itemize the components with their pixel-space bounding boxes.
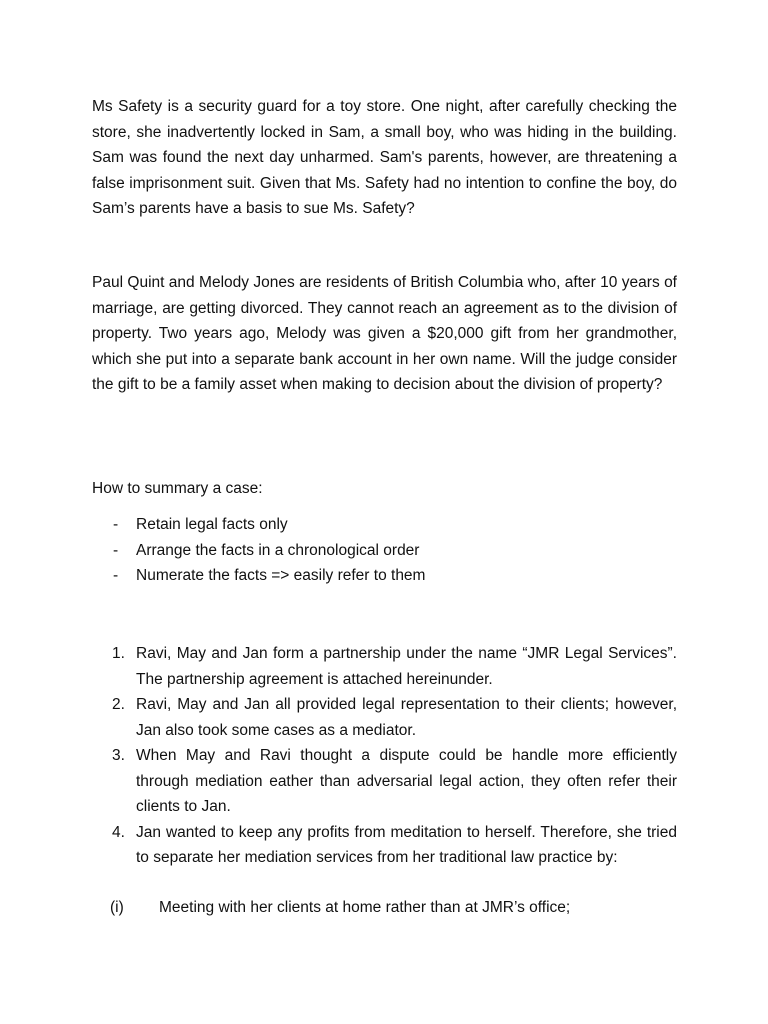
roman-numeral: (i) — [110, 899, 124, 916]
list-item — [92, 743, 677, 820]
bullet-dash: - — [113, 516, 119, 533]
sub-item-text: Meeting with her clients at home rather than at JMR’s office; — [159, 899, 571, 916]
bullet-text: Retain legal facts only — [136, 516, 288, 533]
paragraph-family-asset: Paul Quint and Melody Jones are residents of British Columbia who, after 10 years of marriage, are getting divorced. They cannot reach an agreement as to the division of property. Two years ago, Melody was given a $20,000 gift from her grandmother, which she put into a separate bank account in her own name. Will the judge consider the gift to be a family asset when making to decision about the division of property? — [92, 274, 677, 393]
list-item — [92, 641, 677, 692]
facts-numbered-list — [92, 641, 677, 871]
bullet-dash: - — [113, 567, 119, 584]
fact-text: When May and Ravi thought a dispute could be handle more efficiently through mediation eather than adversarial legal action, they often refer their clients to Jan. — [136, 747, 677, 815]
list-number: 1. — [112, 645, 125, 662]
list-item — [92, 514, 677, 540]
fact-text: Jan wanted to keep any profits from meditation to herself. Therefore, she tried to separate her mediation services from her traditional law practice by: — [136, 823, 677, 866]
bullet-dash: - — [113, 541, 119, 559]
list-item — [92, 565, 677, 591]
paragraph-false-imprisonment: Ms Safety is a security guard for a toy store. One night, after carefully checking the store, she inadvertently locked in Sam, a small boy, who was hiding in the building. Sam was found the next day unharmed. Sam's parents, however, are threatening a false imprisonment suit. Given that Ms. Safety had no intention to confine the boy, do Sam’s parents have a basis to sue Ms. Safety? — [92, 98, 677, 217]
list-number: 4. — [112, 823, 125, 841]
list-item — [92, 692, 677, 743]
bullet-text: Numerate the facts => easily refer to them — [136, 567, 426, 584]
summary-heading: How to summary a case: — [92, 480, 263, 497]
list-number: 2. — [112, 696, 125, 713]
list-item — [92, 540, 677, 566]
list-number: 3. — [112, 747, 125, 764]
fact-text: Ravi, May and Jan all provided legal representation to their clients; however, Jan also took some cases as a mediator. — [136, 696, 677, 739]
bullet-text: Arrange the facts in a chronological order — [136, 541, 420, 559]
summary-bullet-list — [92, 514, 677, 591]
fact-text: Ravi, May and Jan form a partnership under the name “JMR Legal Services”. The partnership agreement is attached hereinunder. — [136, 645, 677, 688]
list-item — [92, 820, 677, 871]
